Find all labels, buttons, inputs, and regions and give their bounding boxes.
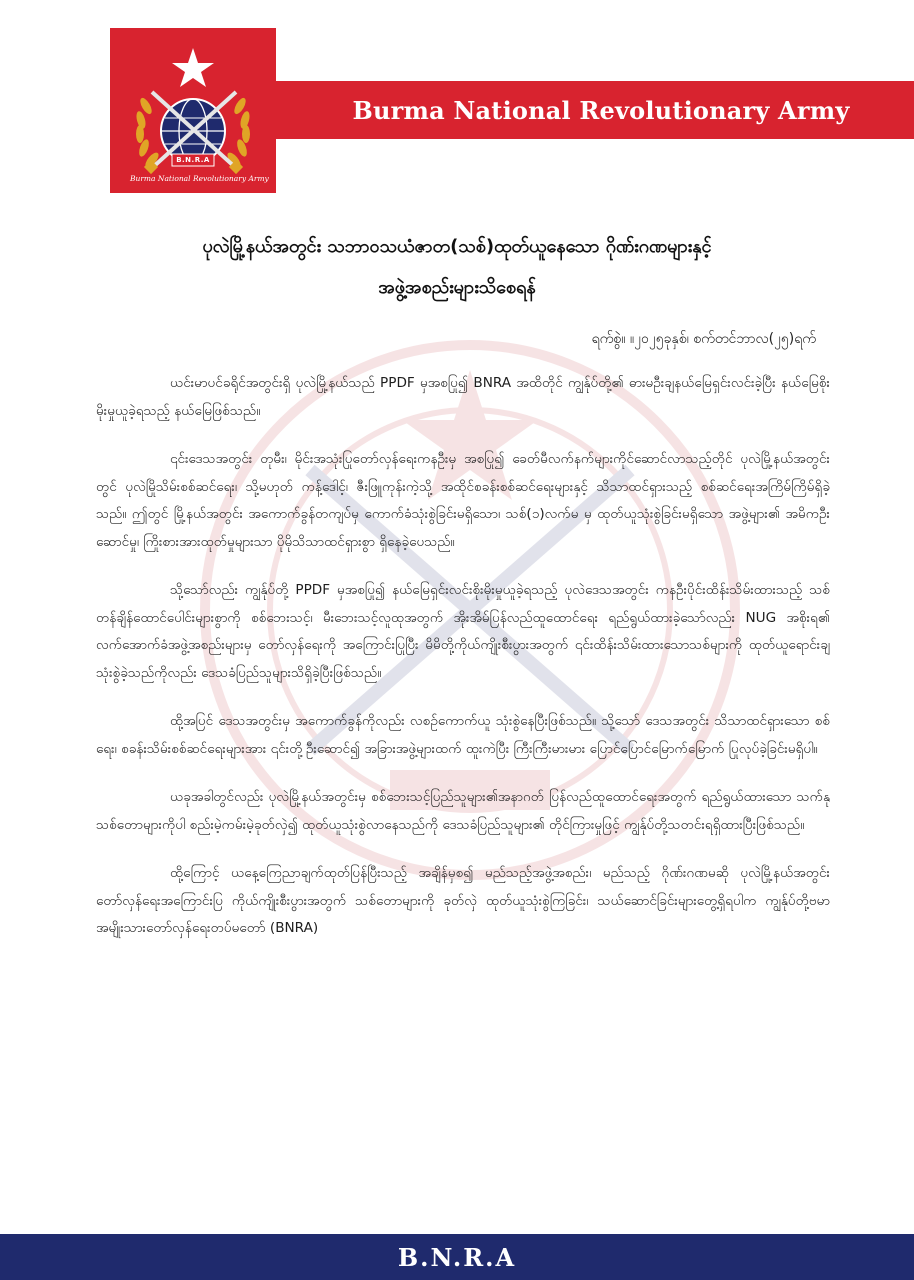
header [0,0,914,200]
paragraph: ယင်းမာပင်ခရိုင်အတွင်းရှိ ပုလဲမြို့နယ်သည် PPDF မှအစပြု၍ BNRA အထိတိုင် ကျွန်ုပ်တို့၏ ဓားမဦးချနယ်မြေရှင်းလင်းခဲ့ပြီး နယ်မြေစိုးမိုးမှုယူခဲ့ရသည့် နယ်မြေဖြစ်သည်။ [96,375,830,419]
logo-ring-text: Burma National Revolutionary Army [130,174,269,183]
footer-text: B.N.R.A [397,1242,517,1272]
org-banner [276,81,914,139]
document-date: ရက်စွဲ။ ။၂၀၂၅ခုနှစ်၊ စက်တင်ဘာလ(၂၅)ရက် [591,331,816,347]
footer-bar [0,1234,914,1280]
bnra-logo [110,28,276,193]
paragraph: ထို့ကြောင့် ယနေ့ကြေညာချက်ထုတ်ပြန်ပြီးသည့် အချိန်မှစ၍ မည်သည့်အဖွဲ့အစည်း၊ မည်သည့် ဂိုဏ်းဂဏမဆို ပုလဲမြို့နယ်အတွင်း တော်လှန်ရေးအကြောင်းပြ ကိုယ်ကျိုးစီးပွားအတွက် သစ်တောများကို ခုတ်လှဲ ထုတ်ယူသုံးစွဲကြခြင်း၊ သယ်ဆောင်ခြင်းများတွေ့ရှိရပါက ကျွန်ုပ်တို့ဗမာအမျိုးသားတော်လှန်ရေးတပ်မတော် (BNRA) [96,865,830,936]
document-title-line1: ပုလဲမြို့နယ်အတွင်း သဘာဝသယံဇာတ(သစ်)ထုတ်ယူနေသော ဂိုဏ်းဂဏများနှင့် [202,236,712,257]
bnra-emblem-icon [110,28,276,193]
org-name: Burma National Revolutionary Army [352,95,850,125]
paragraph: သို့သော်လည်း ကျွန်ုပ်တို့ PPDF မှအစပြု၍ နယ်မြေရှင်းလင်းစိုးမိုးမှုယူခဲ့ရသည့် ပုလဲဒေသအတွင်း ကနဦးပိုင်းထိန်းသိမ်းထားသည့် သစ်တန်ချိန်ထောင်ပေါင်းများစွာကို စစ်ဘေးသင့်၊ မီးဘေးသင့်လူထုအတွက် အိုးအိမ်ပြန်လည်ထူထောင်ရေး ရည်ရွယ်ထားခဲ့သော်လည်း NUG အစိုးရ၏ လက်အောက်ခံအဖွဲ့အစည်းများမှ တော်လှန်ရေးကို အကြောင်းပြုပြီး မိမိတို့ကိုယ်ကျိုးစီးပွားအတွက် ၎င်းထိန်းသိမ်းထားသောသစ်များကို ထုတ်ယူရောင်းချသုံးစွဲခဲ့သည်ကိုလည်း ဒေသခံပြည်သူများသိရှိခဲ့ပြီးဖြစ်သည်။ [96,582,830,681]
logo-shield-text: B.N.R.A [176,156,210,164]
paragraph: ယခုအခါတွင်လည်း ပုလဲမြို့နယ်အတွင်းမှ စစ်ဘေးသင့်ပြည်သူများ၏အနာဂတ် ပြန်လည်ထူထောင်ရေးအတွက် ရည်ရွယ်ထားသော သက်နုသစ်တောများကိုပါ စည်းမဲ့ကမ်းမဲ့ခုတ်လှဲ၍ ထုတ်ယူသုံးစွဲလာနေသည်ကို ဒေသခံပြည်သူများ၏ တိုင်ကြားမှုဖြင့် ကျွန်ုပ်တို့သတင်းရရှိထားပြီးဖြစ်သည်။ [96,789,830,833]
document-body [96,370,830,964]
paragraph: ၎င်းဒေသအတွင်း တုမီး၊ မိုင်းအသုံးပြုတော်လှန်ရေးကနဦးမှ အစပြု၍ ခေတ်မီလက်နက်များကိုင်ဆောင်လာသည့်တိုင် ပုလဲမြို့နယ်အတွင်းတွင် ပုလဲမြိုသိမ်းစစ်ဆင်ရေး၊ သို့မဟုတ် ကန့်ဒေါင့်၊ ဇီးဖြူကုန်းကဲ့သို့ အထိုင်စခန်းစစ်ဆင်ရေးများနှင့် သိသာထင်ရှားသည့် စစ်ဆင်ရေးအကြိမ်ကြိမ်ရှိခဲ့သည်။ ဤတွင် မြို့နယ်အတွင်း အကောက်ခွန်တကျပ်မှ ကောက်ခံသုံးစွဲခြင်းမရှိသော၊ သစ်(၁)လက်မ မှ ထုတ်ယူသုံးစွဲခြင်းမရှိသော အဖွဲ့များ၏ အမိကဦးဆောင်မှု၊ ကြိုးစားအားထုတ်မှုများသာ ပိုမိုသိသာထင်ရှားစွာ ရှိနေခဲ့ပေသည်။ [96,451,830,550]
document-title-line2: အဖွဲ့အစည်းများသိစေရန် [378,277,536,298]
paragraph: ထို့အပြင် ဒေသအတွင်းမှ အကောက်ခွန်ကိုလည်း လစဉ်ကောက်ယူ သုံးစွဲနေပြီးဖြစ်သည်။ သို့သော် ဒေသအတွင်း သိသာထင်ရှားသော စစ်ရေး၊ စခန်းသိမ်းစစ်ဆင်ရေးများအား ၎င်းတို့ဦးဆောင်၍ အခြားအဖွဲ့များထက် ထူးကဲပြီး ကြီးကြီးမားမား ပြောင်ပြောင်မြောက်မြောက် ပြုလုပ်ခဲ့ခြင်းမရှိပါ။ [96,713,830,757]
